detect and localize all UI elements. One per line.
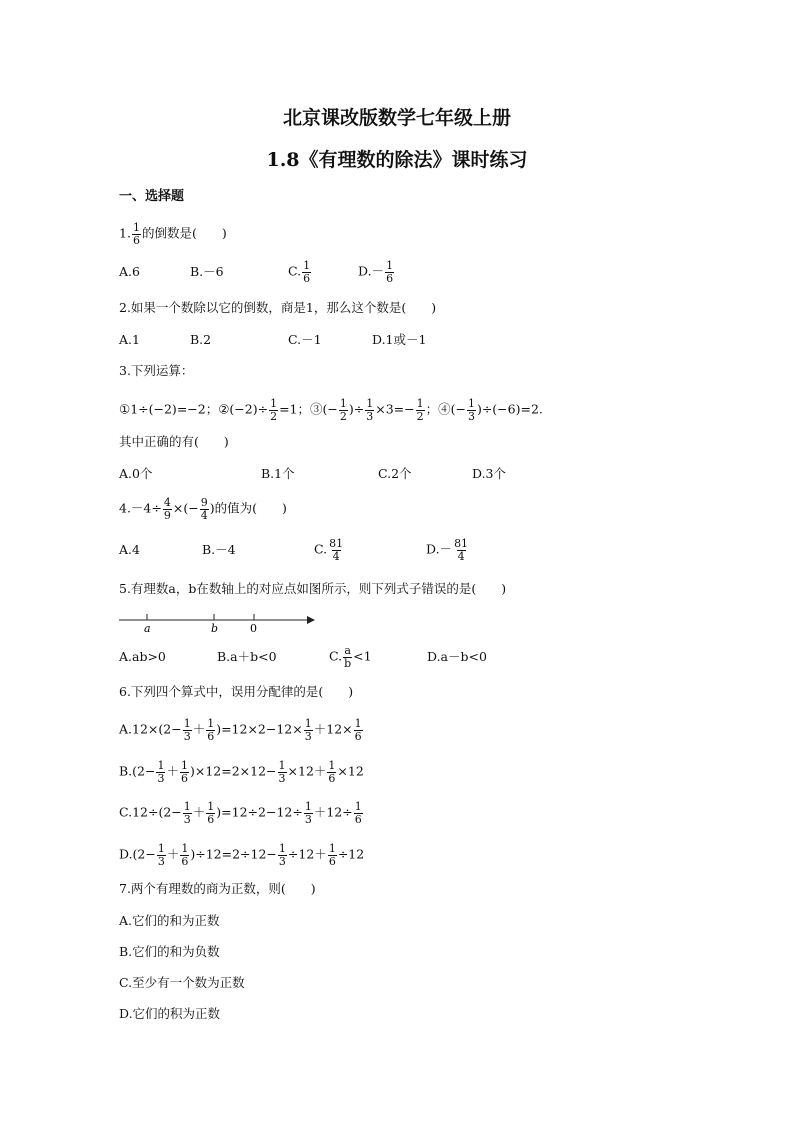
question-2: 2.如果一个数除以它的倒数，商是1，那么这个数是( ) — [119, 300, 437, 315]
question-3: 3.下列运算： — [119, 363, 194, 378]
option-b: B.1个 — [261, 466, 295, 481]
fraction: $\frac{1}{6}$ — [132, 221, 140, 247]
option-c: C.－1 — [288, 332, 322, 347]
question-6: 6.下列四个算式中，误用分配律的是( ) — [119, 684, 354, 699]
question-2-options — [119, 334, 426, 347]
question-5: 5.有理数a，b在数轴上的对应点如图所示，则下列式子错误的是( ) — [119, 581, 507, 596]
question-1-options — [119, 260, 395, 284]
option-c: C. $\frac{a}{b}$ <1 — [329, 644, 372, 670]
question-3-prompt: 其中正确的有( ) — [119, 434, 229, 449]
option-a: A.1 — [119, 332, 140, 347]
question-6-option-c: C.12÷(2− $\frac{1}{3}$ ＋ $\frac{1}{6}$ )=12÷2−12÷ $\frac{1}{3}$ ＋12÷ $\frac{1}{6}$ — [119, 800, 362, 826]
question-6-option-b: B.(2− $\frac{1}{3}$ ＋ $\frac{1}{6}$ )×12=2×12− $\frac{1}{3}$ ×12＋ $\frac{1}{6}$ ×12 — [119, 759, 364, 785]
option-b: B.－6 — [190, 263, 224, 279]
label-a: a — [144, 622, 151, 634]
label-b: b — [211, 622, 219, 634]
document-title: 北京课改版数学七年级上册 — [282, 107, 511, 129]
question-6-option-a: A.12×(2− $\frac{1}{3}$ ＋ $\frac{1}{6}$ )=12×2−12× $\frac{1}{3}$ ＋12× $\frac{1}{6}$ — [119, 717, 362, 743]
option-c: C. $\frac{81}{4}$ — [314, 537, 344, 563]
option-b: B.－4 — [202, 541, 236, 557]
section-heading: 一、选择题 — [119, 189, 185, 204]
question-7-option-b: B.它们的和为负数 — [119, 944, 220, 959]
arrow-head-icon — [307, 616, 315, 624]
option-a: A.4 — [119, 541, 140, 557]
question-4: 4.－4÷ $\frac{4}{9}$ ×(− $\frac{9}{4}$ )的值为( ) — [119, 496, 287, 522]
question-4-options — [119, 538, 470, 562]
option-b: B.2 — [190, 332, 212, 347]
option-d: D.－ $\frac{1}{6}$ — [358, 259, 394, 285]
question-1: 1. $\frac{1}{6}$ 的倒数是( ) — [119, 221, 227, 247]
option-d: D.a－b<0 — [427, 648, 487, 664]
option-a: A.6 — [119, 263, 140, 279]
label-0: 0 — [250, 622, 257, 634]
option-c: C. $\frac{1}{6}$ — [288, 259, 311, 285]
number-line — [119, 608, 319, 634]
question-7: 7.两个有理数的商为正数，则( ) — [119, 881, 316, 896]
option-d: D.－ $\frac{81}{4}$ — [426, 537, 469, 563]
question-3-options — [119, 468, 506, 481]
question-7-option-d: D.它们的积为正数 — [119, 1006, 221, 1021]
question-5-options — [119, 645, 487, 669]
question-3-expressions: ①1÷(−2)=−2；②(−2)÷ $\frac{1}{2}$ =1；③(− $\frac{1}{2}$ )÷ $\frac{1}{3}$ ×3=− $\frac{1}{2}$ ；④(− $\frac{1}{3}$ )÷(−6)=2. — [119, 397, 543, 423]
option-a: A.0个 — [119, 466, 153, 481]
question-6-option-d: D.(2− $\frac{1}{3}$ ＋ $\frac{1}{6}$ )÷12=2÷12− $\frac{1}{3}$ ÷12＋ $\frac{1}{6}$ ÷12 — [119, 842, 365, 868]
document-subtitle: 1.8《有理数的除法》课时练习 — [266, 149, 528, 171]
option-d: D.1或－1 — [372, 332, 427, 347]
option-c: C.2个 — [378, 466, 412, 481]
option-d: D.3个 — [472, 466, 507, 481]
question-7-option-c: C.至少有一个数为正数 — [119, 975, 245, 990]
option-a: A.ab>0 — [119, 648, 166, 664]
question-7-option-a: A.它们的和为正数 — [119, 913, 220, 928]
option-b: B.a＋b<0 — [217, 648, 277, 664]
